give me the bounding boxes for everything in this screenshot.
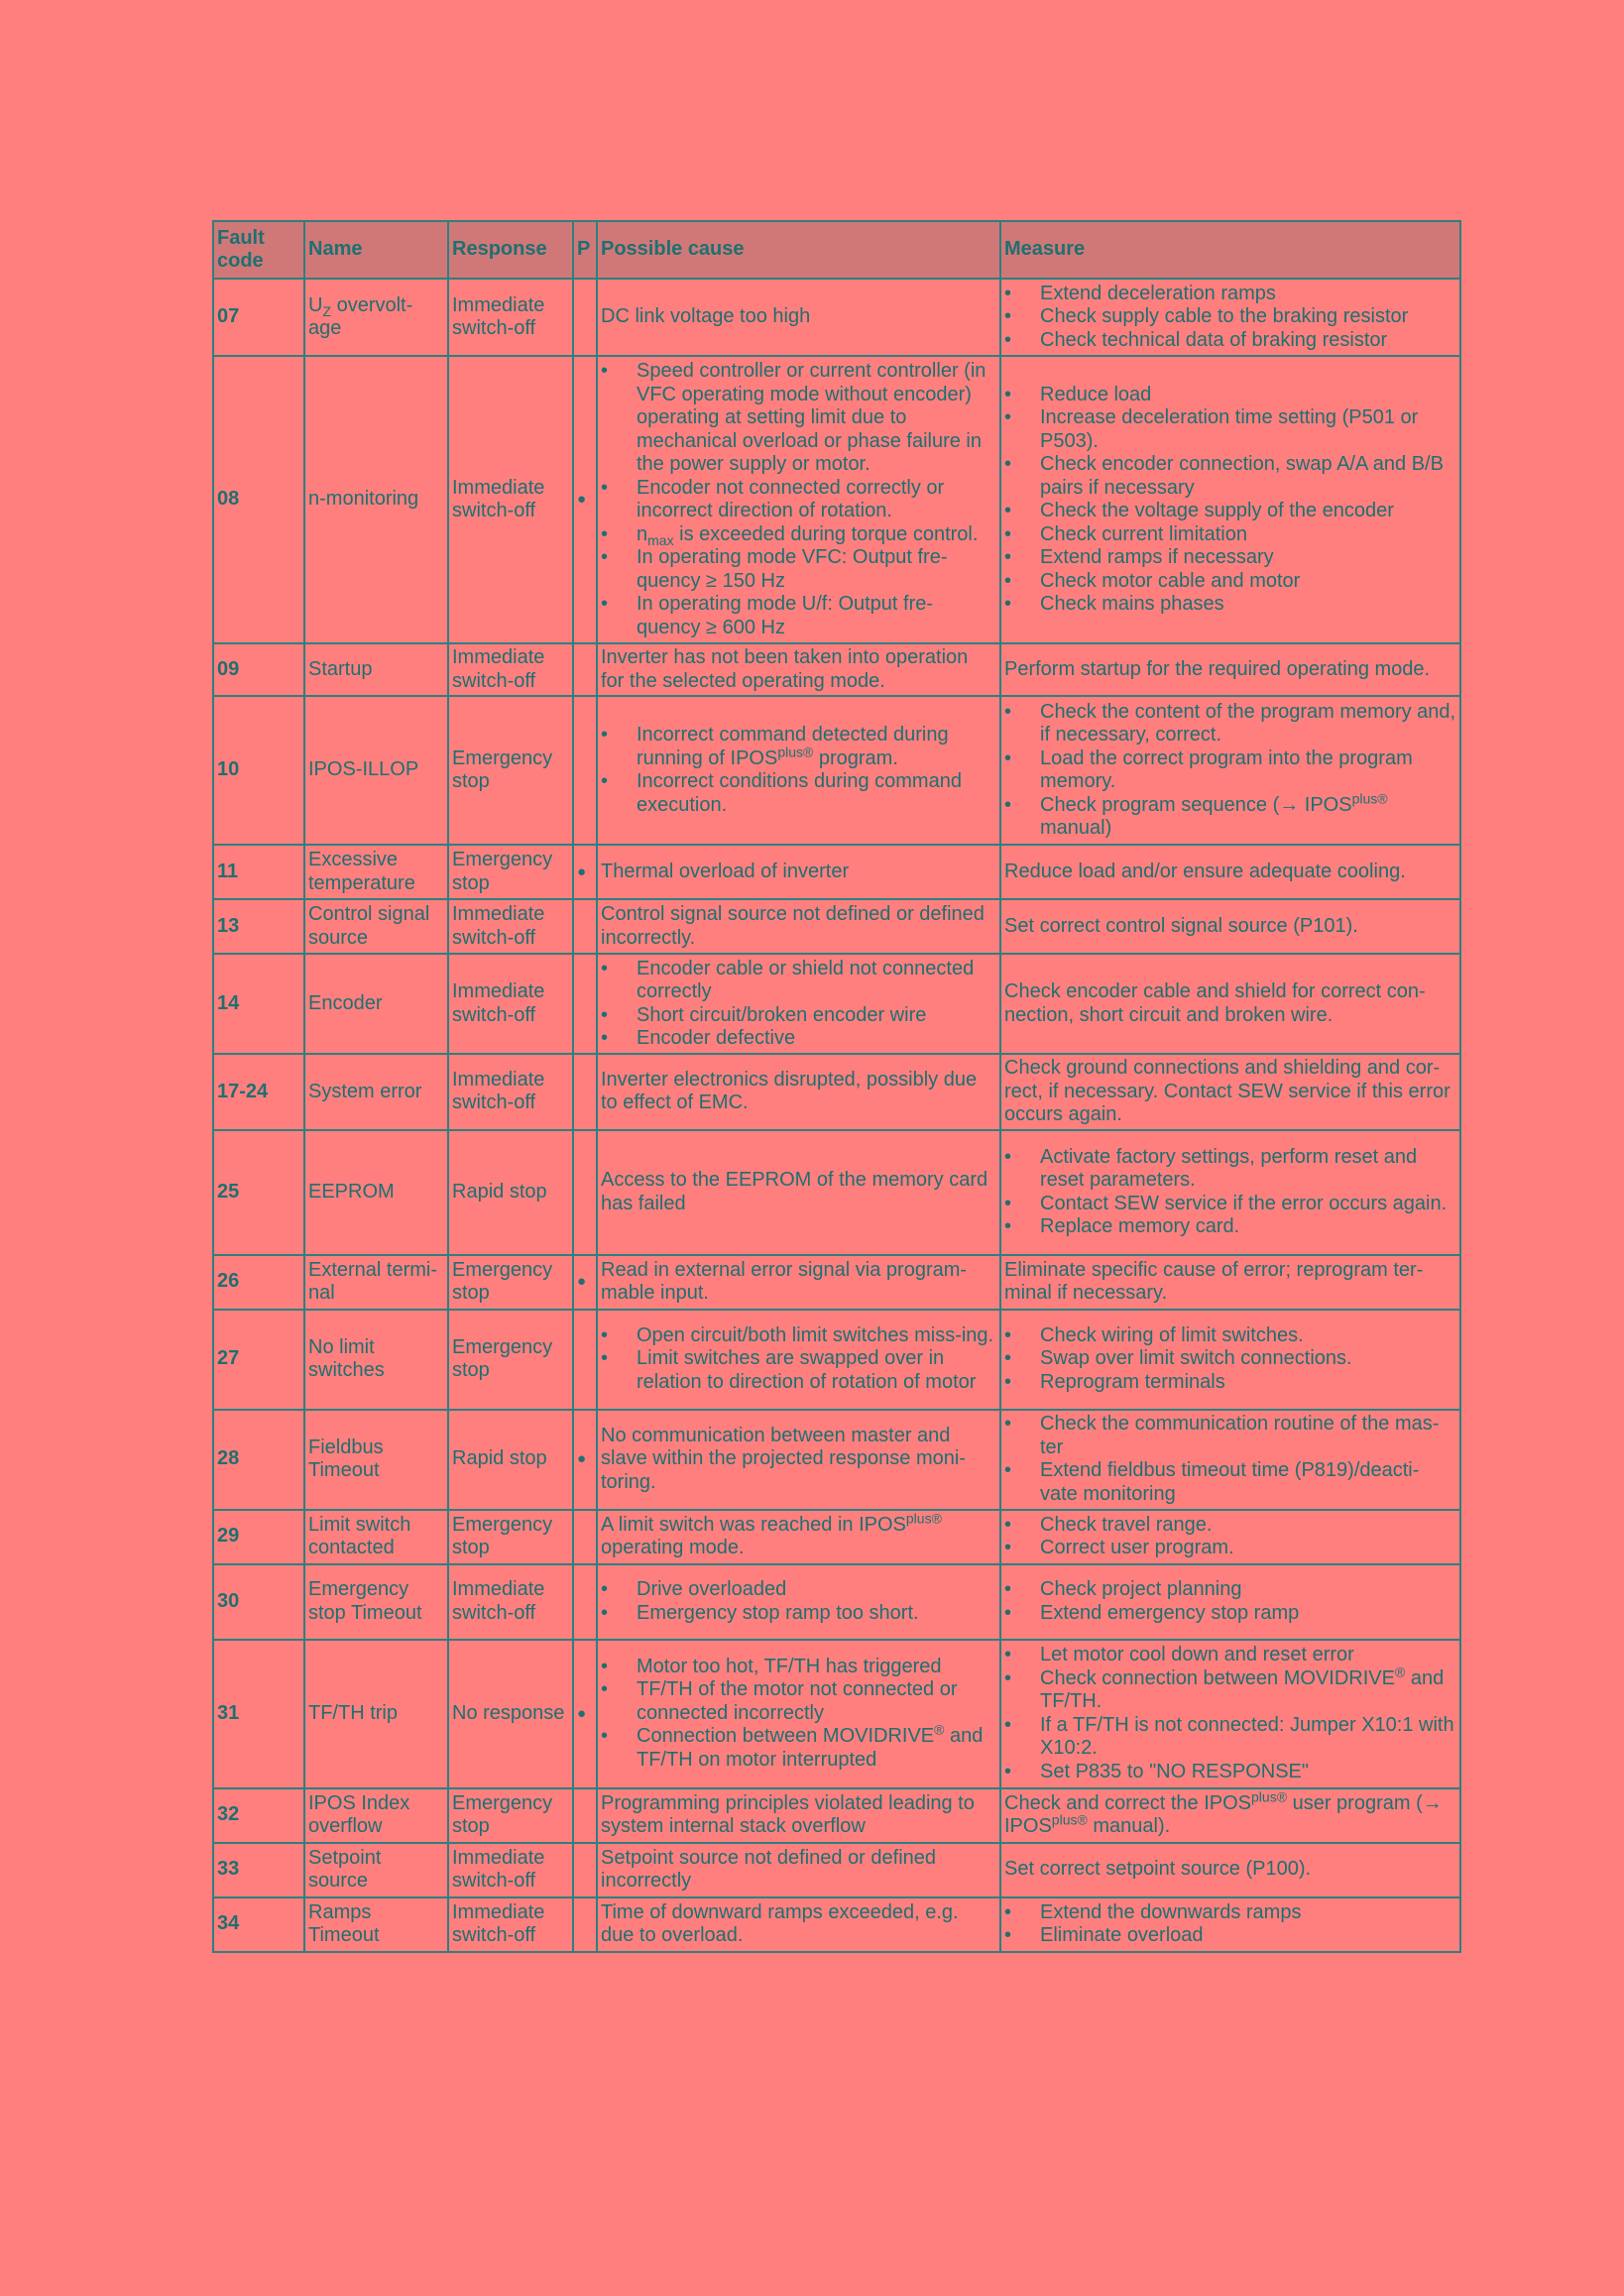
table-row	[213, 1640, 1460, 1788]
bullet-item: • Eliminate overload	[1004, 1924, 1456, 1948]
bullet-item: • Set P835 to "NO RESPONSE"	[1004, 1761, 1456, 1784]
fault-code-cell: 26	[213, 1255, 304, 1310]
header-measure: Measure	[1000, 221, 1460, 279]
fault-code-cell: 09	[213, 643, 304, 696]
p-marker-cell	[573, 954, 597, 1054]
possible-cause-cell: Setpoint source not defined or defined incorrectly	[597, 1843, 1000, 1897]
measure-cell: Check and correct the $IPOS^{plus®}$ user program (→ $IPOS^{plus®}$ manual).	[1000, 1788, 1460, 1843]
bullet-list	[601, 1324, 996, 1395]
measure-cell	[1000, 279, 1460, 356]
bullet-list	[1004, 1514, 1456, 1560]
measure-cell: Eliminate specific cause of error; reprogram ter-minal if necessary.	[1000, 1255, 1460, 1310]
p-marker-cell: ●	[573, 1640, 597, 1788]
fault-response-cell: No response	[448, 1640, 573, 1788]
fault-name-cell: Startup	[304, 643, 448, 696]
bullet-list	[601, 724, 996, 817]
possible-cause-cell: Time of downward ramps exceeded, e.g. due to overload.	[597, 1897, 1000, 1952]
bullet-item: • Extend fieldbus timeout time (P819)/deacti-vate monitoring	[1004, 1459, 1456, 1506]
bullet-item: • Check current limitation	[1004, 523, 1456, 547]
bullet-item: • Check wiring of limit switches.	[1004, 1324, 1456, 1348]
fault-response-cell: Immediate switch-off	[448, 1897, 573, 1952]
fault-response-cell: Immediate switch-off	[448, 643, 573, 696]
p-marker-cell	[573, 1130, 597, 1255]
bullet-list	[601, 1578, 996, 1625]
possible-cause-cell: Control signal source not defined or defined incorrectly.	[597, 899, 1000, 954]
bullet-item: • Check encoder connection, swap A/A and B/B pairs if necessary	[1004, 453, 1456, 500]
p-marker-cell: ●	[573, 1410, 597, 1510]
bullet-item: • Let motor cool down and reset error	[1004, 1644, 1456, 1667]
bullet-item: • Contact SEW service if the error occurs again.	[1004, 1193, 1456, 1216]
measure-cell	[1000, 1130, 1460, 1255]
bullet-list	[601, 958, 996, 1051]
bullet-item: • Emergency stop ramp too short.	[601, 1602, 996, 1626]
bullet-item: • Replace memory card.	[1004, 1215, 1456, 1239]
possible-cause-cell	[597, 1640, 1000, 1788]
table-row	[213, 696, 1460, 845]
possible-cause-cell	[597, 696, 1000, 845]
fault-response-cell: Immediate switch-off	[448, 279, 573, 356]
p-marker-cell	[573, 1788, 597, 1843]
bullet-item: • Check the content of the program memory and, if necessary, correct.	[1004, 701, 1456, 747]
fault-name-cell: Encoder	[304, 954, 448, 1054]
header-fault-code: Fault code	[213, 221, 304, 279]
possible-cause-cell: Access to the EEPROM of the memory card has failed	[597, 1130, 1000, 1255]
fault-name-cell: Fieldbus Timeout	[304, 1410, 448, 1510]
table-row	[213, 845, 1460, 899]
bullet-item: • Check travel range.	[1004, 1514, 1456, 1538]
fault-code-cell: 13	[213, 899, 304, 954]
fault-code-cell: 33	[213, 1843, 304, 1897]
fault-response-cell: Immediate switch-off	[448, 1054, 573, 1130]
fault-code-cell: 07	[213, 279, 304, 356]
bullet-item: • Incorrect conditions during command execution.	[601, 770, 996, 817]
fault-name-cell: TF/TH trip	[304, 1640, 448, 1788]
measure-cell	[1000, 356, 1460, 643]
fault-response-cell: Immediate switch-off	[448, 1564, 573, 1640]
bullet-list	[1004, 283, 1456, 353]
fault-response-cell: Immediate switch-off	[448, 356, 573, 643]
measure-cell	[1000, 1410, 1460, 1510]
table-row	[213, 1310, 1460, 1410]
fault-name-cell: Ramps Timeout	[304, 1897, 448, 1952]
table-row	[213, 1255, 1460, 1310]
measure-cell: Set correct setpoint source (P100).	[1000, 1843, 1460, 1897]
bullet-item: • In operating mode U/f: Output fre-quency ≥ 600 Hz	[601, 593, 996, 639]
p-marker-cell	[573, 1510, 597, 1564]
bullet-item: • Limit switches are swapped over in relation to direction of rotation of motor	[601, 1347, 996, 1394]
measure-cell: Check ground connections and shielding and cor-rect, if necessary. Contact SEW service if this error occurs again.	[1000, 1054, 1460, 1130]
bullet-list	[1004, 384, 1456, 617]
bullet-item: • $n_{max}$ is exceeded during torque control.	[601, 523, 996, 547]
measure-cell	[1000, 696, 1460, 845]
fault-code-cell: 31	[213, 1640, 304, 1788]
table-row	[213, 1130, 1460, 1255]
bullet-list	[1004, 1644, 1456, 1783]
bullet-list	[1004, 1324, 1456, 1395]
bullet-item: • Check motor cable and motor	[1004, 570, 1456, 594]
fault-code-cell: 10	[213, 696, 304, 845]
table-row	[213, 1564, 1460, 1640]
header-p: P	[573, 221, 597, 279]
possible-cause-cell: Programming principles violated leading to system internal stack overflow	[597, 1788, 1000, 1843]
bullet-item: • Encoder cable or shield not connected correctly	[601, 958, 996, 1004]
table-row	[213, 279, 1460, 356]
possible-cause-cell: A limit switch was reached in $IPOS^{plus®}$ operating mode.	[597, 1510, 1000, 1564]
possible-cause-cell	[597, 1310, 1000, 1410]
bullet-list	[1004, 1146, 1456, 1239]
header-name: Name	[304, 221, 448, 279]
fault-code-cell: 14	[213, 954, 304, 1054]
bullet-item: • Check project planning	[1004, 1578, 1456, 1602]
bullet-item: • Extend emergency stop ramp	[1004, 1602, 1456, 1626]
table-row	[213, 1788, 1460, 1843]
table-row	[213, 1843, 1460, 1897]
bullet-item: • Check technical data of braking resistor	[1004, 329, 1456, 353]
bullet-item: • If a TF/TH is not connected: Jumper X10:1 with X10:2.	[1004, 1714, 1456, 1761]
fault-name-cell: IPOS-ILLOP	[304, 696, 448, 845]
fault-name-cell: Setpoint source	[304, 1843, 448, 1897]
bullet-item: • Extend the downwards ramps	[1004, 1901, 1456, 1925]
bullet-item: • Correct user program.	[1004, 1537, 1456, 1560]
fault-name-cell: External termi-nal	[304, 1255, 448, 1310]
p-marker-cell	[573, 1054, 597, 1130]
table-header-row	[213, 221, 1460, 279]
fault-table	[212, 220, 1461, 1953]
fault-code-cell: 32	[213, 1788, 304, 1843]
fault-response-cell: Immediate switch-off	[448, 954, 573, 1054]
fault-code-cell: 27	[213, 1310, 304, 1410]
fault-name-cell: Control signal source	[304, 899, 448, 954]
fault-code-cell: 08	[213, 356, 304, 643]
header-possible-cause: Possible cause	[597, 221, 1000, 279]
measure-cell: Set correct control signal source (P101).	[1000, 899, 1460, 954]
fault-response-cell: Emergency stop	[448, 696, 573, 845]
table-row	[213, 356, 1460, 643]
bullet-item: • Check program sequence (→ $IPOS^{plus®}$ manual)	[1004, 794, 1456, 841]
measure-cell: Reduce load and/or ensure adequate cooling.	[1000, 845, 1460, 899]
fault-response-cell: Emergency stop	[448, 1510, 573, 1564]
bullet-item: • Reduce load	[1004, 384, 1456, 407]
p-marker-cell: ●	[573, 1255, 597, 1310]
p-marker-cell: ●	[573, 356, 597, 643]
p-marker-cell	[573, 1310, 597, 1410]
bullet-item: • Increase deceleration time setting (P501 or P503).	[1004, 406, 1456, 453]
possible-cause-cell	[597, 356, 1000, 643]
bullet-item: • In operating mode VFC: Output fre-quency ≥ 150 Hz	[601, 546, 996, 593]
measure-cell: Perform startup for the required operating mode.	[1000, 643, 1460, 696]
bullet-item: • Load the correct program into the program memory.	[1004, 747, 1456, 794]
bullet-item: • Check supply cable to the braking resistor	[1004, 305, 1456, 329]
bullet-list	[1004, 701, 1456, 841]
measure-cell	[1000, 1310, 1460, 1410]
fault-code-cell: 29	[213, 1510, 304, 1564]
bullet-item: • Motor too hot, TF/TH has triggered	[601, 1656, 996, 1679]
fault-name-cell: Limit switch contacted	[304, 1510, 448, 1564]
fault-rows	[213, 279, 1460, 1952]
bullet-item: • Swap over limit switch connections.	[1004, 1347, 1456, 1371]
bullet-item: • Check mains phases	[1004, 593, 1456, 617]
fault-code-cell: 17-24	[213, 1054, 304, 1130]
fault-code-cell: 34	[213, 1897, 304, 1952]
bullet-item: • Encoder defective	[601, 1027, 996, 1051]
possible-cause-cell: Read in external error signal via program-mable input.	[597, 1255, 1000, 1310]
possible-cause-cell: Inverter electronics disrupted, possibly due to effect of EMC.	[597, 1054, 1000, 1130]
bullet-list	[1004, 1901, 1456, 1948]
fault-response-cell: Emergency stop	[448, 845, 573, 899]
table-row	[213, 643, 1460, 696]
fault-name-cell: IPOS Index overflow	[304, 1788, 448, 1843]
p-marker-cell: ●	[573, 845, 597, 899]
bullet-item: • Reprogram terminals	[1004, 1371, 1456, 1395]
p-marker-cell	[573, 1897, 597, 1952]
fault-response-cell: Rapid stop	[448, 1410, 573, 1510]
bullet-item: • Incorrect command detected during running of $IPOS^{plus®}$ program.	[601, 724, 996, 770]
fault-response-cell: Rapid stop	[448, 1130, 573, 1255]
possible-cause-cell	[597, 1564, 1000, 1640]
table-row	[213, 1510, 1460, 1564]
bullet-item: • Check connection between MOVIDRIVE® and TF/TH.	[1004, 1667, 1456, 1714]
fault-response-cell: Emergency stop	[448, 1255, 573, 1310]
bullet-item: • Extend deceleration ramps	[1004, 283, 1456, 306]
fault-name-cell: EEPROM	[304, 1130, 448, 1255]
header-response: Response	[448, 221, 573, 279]
bullet-item: • Drive overloaded	[601, 1578, 996, 1602]
fault-name-cell: System error	[304, 1054, 448, 1130]
p-marker-cell	[573, 1564, 597, 1640]
table-row	[213, 1054, 1460, 1130]
bullet-list	[601, 1656, 996, 1773]
fault-response-cell: Immediate switch-off	[448, 899, 573, 954]
bullet-item: • Activate factory settings, perform reset and reset parameters.	[1004, 1146, 1456, 1193]
table-row	[213, 954, 1460, 1054]
fault-response-cell: Emergency stop	[448, 1310, 573, 1410]
bullet-item: • Encoder not connected correctly or incorrect direction of rotation.	[601, 477, 996, 523]
fault-code-cell: 30	[213, 1564, 304, 1640]
bullet-item: • Check the voltage supply of the encoder	[1004, 500, 1456, 523]
fault-name-cell: n-monitoring	[304, 356, 448, 643]
bullet-list	[1004, 1578, 1456, 1625]
measure-cell	[1000, 1564, 1460, 1640]
fault-code-cell: 11	[213, 845, 304, 899]
p-marker-cell	[573, 279, 597, 356]
possible-cause-cell: DC link voltage too high	[597, 279, 1000, 356]
fault-name-cell: Excessive temperature	[304, 845, 448, 899]
fault-response-cell: Emergency stop	[448, 1788, 573, 1843]
table-row	[213, 1897, 1460, 1952]
bullet-list	[1004, 1413, 1456, 1506]
fault-response-cell: Immediate switch-off	[448, 1843, 573, 1897]
bullet-item: • Check the communication routine of the mas-ter	[1004, 1413, 1456, 1459]
table-row	[213, 1410, 1460, 1510]
bullet-item: • TF/TH of the motor not connected or connected incorrectly	[601, 1678, 996, 1725]
table-row	[213, 899, 1460, 954]
fault-code-cell: 25	[213, 1130, 304, 1255]
bullet-item: • Extend ramps if necessary	[1004, 546, 1456, 570]
possible-cause-cell: Thermal overload of inverter	[597, 845, 1000, 899]
measure-cell	[1000, 1897, 1460, 1952]
bullet-item: • Connection between MOVIDRIVE® and TF/TH on motor interrupted	[601, 1725, 996, 1772]
fault-code-cell: 28	[213, 1410, 304, 1510]
p-marker-cell	[573, 899, 597, 954]
p-marker-cell	[573, 696, 597, 845]
possible-cause-cell: Inverter has not been taken into operation for the selected operating mode.	[597, 643, 1000, 696]
measure-cell	[1000, 1510, 1460, 1564]
bullet-list	[601, 360, 996, 639]
possible-cause-cell: No communication between master and slave within the projected response moni-toring.	[597, 1410, 1000, 1510]
p-marker-cell	[573, 643, 597, 696]
bullet-item: • Speed controller or current controller (in VFC operating mode without encoder) operating at setting limit due to mechanical overload or phase failure in the power supply or motor.	[601, 360, 996, 477]
bullet-item: • Open circuit/both limit switches miss-ing.	[601, 1324, 996, 1348]
possible-cause-cell	[597, 954, 1000, 1054]
measure-cell	[1000, 1640, 1460, 1788]
fault-name-cell: $U_Z$ overvolt-age	[304, 279, 448, 356]
fault-name-cell: No limit switches	[304, 1310, 448, 1410]
p-marker-cell	[573, 1843, 597, 1897]
measure-cell: Check encoder cable and shield for correct con-nection, short circuit and broken wire.	[1000, 954, 1460, 1054]
fault-name-cell: Emergency stop Timeout	[304, 1564, 448, 1640]
bullet-item: • Short circuit/broken encoder wire	[601, 1004, 996, 1028]
